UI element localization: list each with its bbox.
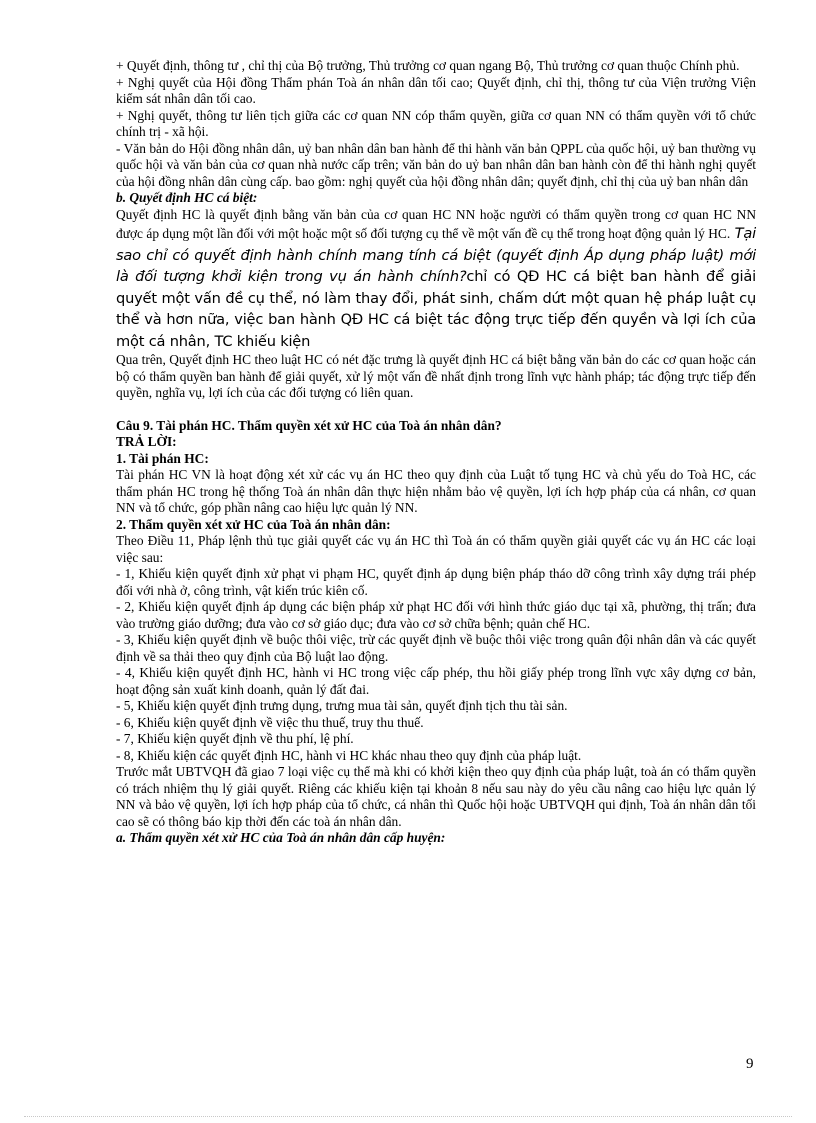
paragraph: Theo Điều 11, Pháp lệnh thủ tục giải quyết các vụ án HC thì Toà án có thẩm quyền giải quyết các vụ án HC các loại việc sau: bbox=[116, 533, 756, 565]
paragraph: - Văn bản do Hội đồng nhân dân, uỷ ban nhân dân ban hành để thi hành văn bản QPPL của quốc hội, uỷ ban thường vụ quốc hội và văn bản của cơ quan nhà nước cấp trên; văn bản do uỷ ban nhân dân ban hành còn để thi hành nghị quyết của hội đồng nhân dân cùng cấp. bao gồm: nghị quyết của hội đồng nhân dân; quyết định, chỉ thị của uỷ ban nhân dân bbox=[116, 140, 756, 189]
list-item: - 1, Khiếu kiện quyết định xử phạt vi phạm HC, quyết định áp dụng biện pháp tháo dỡ công trình xây dựng trái phép đối với nhà ở, công trình, vật kiến trúc kiên cố. bbox=[116, 566, 756, 598]
spacer bbox=[116, 402, 756, 418]
document-body bbox=[116, 58, 756, 847]
paragraph: Qua trên, Quyết định HC theo luật HC có nét đặc trưng là quyết định HC cá biệt bằng văn bản do các cơ quan hoặc cán bộ có thẩm quyền ban hành để giải quyết, xử lý một vấn đề nhất định trong lĩnh vực hành pháp; tác động trực tiếp đến quyền, nghĩa vụ, lợi ích của các đối tượng có liên quan. bbox=[116, 352, 756, 400]
list-item: - 5, Khiếu kiện quyết định trưng dụng, trưng mua tài sản, quyết định tịch thu tài sản. bbox=[116, 698, 568, 713]
list-item: - 6, Khiếu kiện quyết định về việc thu thuế, truy thu thuế. bbox=[116, 714, 424, 730]
paragraph: + Nghị quyết, thông tư liên tịch giữa các cơ quan NN cóp thẩm quyền, giữa cơ quan NN có thẩm quyền với tổ chức chính trị - xã hội. bbox=[116, 107, 756, 139]
paragraph-definition bbox=[116, 207, 756, 353]
section-heading-2: 2. Thẩm quyền xét xử HC của Toà án nhân dân: bbox=[116, 516, 391, 532]
section-heading-b: b. Quyết định HC cá biệt: bbox=[116, 190, 258, 205]
question-heading: Câu 9. Tài phán HC. Thẩm quyền xét xử HC của Toà án nhân dân? bbox=[116, 417, 502, 433]
paragraph: + Quyết định, thông tư , chỉ thị của Bộ trưởng, Thủ trưởng cơ quan ngang Bộ, Thủ trưởng cơ quan thuộc Chính phủ. bbox=[116, 58, 740, 73]
list-item: - 7, Khiếu kiện quyết định về thu phí, lệ phí. bbox=[116, 731, 354, 746]
list-item: - 2, Khiếu kiện quyết định áp dụng các biện pháp xử phạt HC đối với hình thức giáo dục tại xã, phường, thị trấn; đưa vào trường giáo dưỡng; đưa vào cơ sở giáo dục; đưa vào cơ sở chữa bệnh; quản chế HC. bbox=[116, 599, 756, 631]
paragraph: Tài phán HC VN là hoạt động xét xử các vụ án HC theo quy định của Luật tố tụng HC và chủ yếu do Toà HC, các thẩm phán HC trong hệ thống Toà án nhân dân thực hiện nhằm bảo vệ quyền, lợi ích hợp pháp của cá nhân, cơ quan NN và tổ chức, góp phần nâng cao hiệu lực quản lý NN. bbox=[116, 467, 756, 515]
paragraph: + Nghị quyết của Hội đồng Thẩm phán Toà án nhân dân tối cao; Quyết định, chỉ thị, thông tư của Viện trưởng Viện kiểm sát nhân dân tối cao. bbox=[116, 74, 756, 106]
list-item: - 4, Khiếu kiện quyết định HC, hành vi HC trong việc cấp phép, thu hồi giấy phép trong lĩnh vực xây dựng cơ bản, hoạt động sản xuất kinh doanh, quản lý đất đai. bbox=[116, 665, 756, 697]
answer-heading: TRẢ LỜI: bbox=[116, 434, 177, 449]
section-heading-1: 1. Tài phán HC: bbox=[116, 450, 209, 466]
page-number: 9 bbox=[746, 1056, 754, 1072]
page-bottom-border bbox=[24, 1116, 792, 1117]
paragraph: Trước mắt UBTVQH đã giao 7 loại việc cụ thể mà khi có khởi kiện theo quy định của pháp luật, toà án có thẩm quyền có trách nhiệm thụ lý giải quyết. Riêng các khiếu kiện tại khoản 8 nếu sau này do yêu cầu nâng cao hiệu lực quản lý NN và bảo vệ quyền, lợi ích hợp pháp của tổ chức, cá nhân thì Quốc hội hoặc UBTVQH qui định, Toà án nhân dân tối cao sẽ có thông báo kịp thời đến các toà án nhân dân. bbox=[116, 764, 756, 829]
definition-text: Quyết định HC là quyết định bằng văn bản của cơ quan HC NN hoặc người có thẩm quyền trong cơ quan HC NN được áp dụng một lần đối với một hoặc một số đối tượng cụ thể về một vấn đề cụ thể trong hoạt động quản lý HC. bbox=[116, 206, 756, 241]
section-heading-a: a. Thẩm quyền xét xử HC của Toà án nhân dân cấp huyện: bbox=[116, 830, 446, 845]
question-text: Tại sao chỉ có quyết định hành chính mang tính cá biệt (quyết định Áp dụng pháp luật) mới là đối tượng khởi kiện trong vụ án hành chính? bbox=[116, 225, 756, 285]
list-item: - 3, Khiếu kiện quyết định về buộc thôi việc, trừ các quyết định về buộc thôi việc trong quân đội nhân dân và các quyết định về sa thải theo quy định của Bộ luật lao động. bbox=[116, 632, 756, 664]
list-item: - 8, Khiếu kiện các quyết định HC, hành vi HC khác nhau theo quy định của pháp luật. bbox=[116, 747, 582, 763]
answer-text: chỉ có QĐ HC cá biệt ban hành để giải quyết một vấn đề cụ thể, nó làm thay đổi, phát sinh, chấm dứt một quan hệ pháp luật cụ thể và hơn nữa, việc ban hành QĐ HC cá biệt tác động trực tiếp đến quyền và lợi ích của một cá nhân, TC khiếu kiện bbox=[116, 268, 756, 350]
